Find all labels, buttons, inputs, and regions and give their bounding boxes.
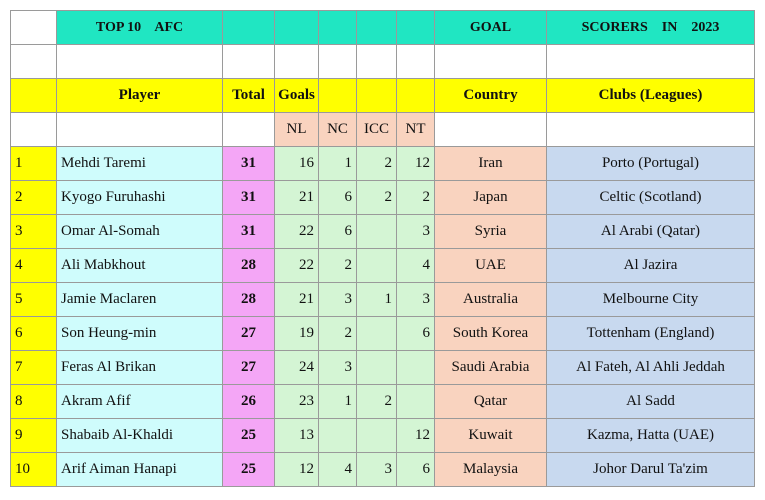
icc-goals-cell xyxy=(357,317,397,351)
nc-goals-cell: 2 xyxy=(319,249,357,283)
nl-goals-cell: 21 xyxy=(275,283,319,317)
header-empty-cell xyxy=(357,79,397,113)
player-name-cell: Mehdi Taremi xyxy=(57,147,223,181)
total-goals-cell: 26 xyxy=(223,385,275,419)
nl-goals-cell: 24 xyxy=(275,351,319,385)
club-cell: Tottenham (England) xyxy=(547,317,755,351)
nl-goals-cell: 13 xyxy=(275,419,319,453)
icc-goals-cell xyxy=(357,215,397,249)
country-cell: Kuwait xyxy=(435,419,547,453)
table-row xyxy=(11,419,755,453)
header-row xyxy=(11,79,755,113)
rank-cell: 4 xyxy=(11,249,57,283)
header-country: Country xyxy=(435,79,547,113)
empty-cell xyxy=(397,45,435,79)
subheader-nl: NL xyxy=(275,113,319,147)
club-cell: Al Jazira xyxy=(547,249,755,283)
nc-goals-cell: 3 xyxy=(319,351,357,385)
subheader-nt: NT xyxy=(397,113,435,147)
subheader-nc: NC xyxy=(319,113,357,147)
club-cell: Porto (Portugal) xyxy=(547,147,755,181)
icc-goals-cell: 2 xyxy=(357,147,397,181)
nt-goals-cell: 3 xyxy=(397,283,435,317)
header-empty-cell xyxy=(397,79,435,113)
icc-goals-cell: 3 xyxy=(357,453,397,487)
player-name-cell: Akram Afif xyxy=(57,385,223,419)
empty-cell xyxy=(11,45,57,79)
title-blank-cell xyxy=(11,11,57,45)
icc-goals-cell: 2 xyxy=(357,385,397,419)
club-cell: Melbourne City xyxy=(547,283,755,317)
icc-goals-cell: 1 xyxy=(357,283,397,317)
nc-goals-cell: 6 xyxy=(319,181,357,215)
title-part-2: GOAL xyxy=(435,11,547,45)
nt-goals-cell xyxy=(397,351,435,385)
nt-goals-cell: 12 xyxy=(397,419,435,453)
rank-cell: 6 xyxy=(11,317,57,351)
club-cell: Al Sadd xyxy=(547,385,755,419)
empty-cell xyxy=(435,45,547,79)
nc-goals-cell: 1 xyxy=(319,147,357,181)
nt-goals-cell: 3 xyxy=(397,215,435,249)
title-empty-cell xyxy=(357,11,397,45)
nc-goals-cell: 2 xyxy=(319,317,357,351)
country-cell: UAE xyxy=(435,249,547,283)
nl-goals-cell: 23 xyxy=(275,385,319,419)
total-goals-cell: 25 xyxy=(223,453,275,487)
player-name-cell: Omar Al-Somah xyxy=(57,215,223,249)
total-goals-cell: 27 xyxy=(223,351,275,385)
empty-cell xyxy=(319,45,357,79)
blank-row xyxy=(11,45,755,79)
nl-goals-cell: 21 xyxy=(275,181,319,215)
country-cell: Japan xyxy=(435,181,547,215)
total-goals-cell: 31 xyxy=(223,215,275,249)
table-row xyxy=(11,181,755,215)
nl-goals-cell: 22 xyxy=(275,249,319,283)
nl-goals-cell: 19 xyxy=(275,317,319,351)
total-goals-cell: 27 xyxy=(223,317,275,351)
icc-goals-cell: 2 xyxy=(357,181,397,215)
player-name-cell: Jamie Maclaren xyxy=(57,283,223,317)
rank-cell: 5 xyxy=(11,283,57,317)
title-empty-cell xyxy=(319,11,357,45)
club-cell: Johor Darul Ta'zim xyxy=(547,453,755,487)
country-cell: Saudi Arabia xyxy=(435,351,547,385)
nc-goals-cell: 3 xyxy=(319,283,357,317)
header-empty-cell xyxy=(319,79,357,113)
total-goals-cell: 31 xyxy=(223,147,275,181)
country-cell: Syria xyxy=(435,215,547,249)
nc-goals-cell: 1 xyxy=(319,385,357,419)
table-row xyxy=(11,351,755,385)
header-total: Total xyxy=(223,79,275,113)
rank-cell: 1 xyxy=(11,147,57,181)
empty-cell xyxy=(57,45,223,79)
club-cell: Kazma, Hatta (UAE) xyxy=(547,419,755,453)
nt-goals-cell: 4 xyxy=(397,249,435,283)
icc-goals-cell xyxy=(357,419,397,453)
player-name-cell: Ali Mabkhout xyxy=(57,249,223,283)
player-name-cell: Kyogo Furuhashi xyxy=(57,181,223,215)
empty-cell xyxy=(547,45,755,79)
club-cell: Al Arabi (Qatar) xyxy=(547,215,755,249)
header-empty-cell xyxy=(11,79,57,113)
subheader-empty-cell xyxy=(11,113,57,147)
nt-goals-cell: 12 xyxy=(397,147,435,181)
total-goals-cell: 28 xyxy=(223,283,275,317)
title-part-1: TOP 10 AFC xyxy=(57,11,223,45)
table-row xyxy=(11,453,755,487)
nl-goals-cell: 16 xyxy=(275,147,319,181)
header-player: Player xyxy=(57,79,223,113)
title-row xyxy=(11,11,755,45)
total-goals-cell: 31 xyxy=(223,181,275,215)
table-body xyxy=(11,11,755,487)
title-part-3: SCORERS IN 2023 xyxy=(547,11,755,45)
table-row xyxy=(11,215,755,249)
title-empty-cell xyxy=(397,11,435,45)
nt-goals-cell: 2 xyxy=(397,181,435,215)
rank-cell: 8 xyxy=(11,385,57,419)
rank-cell: 9 xyxy=(11,419,57,453)
player-name-cell: Son Heung-min xyxy=(57,317,223,351)
header-clubs: Clubs (Leagues) xyxy=(547,79,755,113)
nt-goals-cell: 6 xyxy=(397,453,435,487)
player-name-cell: Arif Aiman Hanapi xyxy=(57,453,223,487)
subheader-empty-cell xyxy=(547,113,755,147)
subheader-empty-cell xyxy=(223,113,275,147)
club-cell: Al Fateh, Al Ahli Jeddah xyxy=(547,351,755,385)
nc-goals-cell: 4 xyxy=(319,453,357,487)
subheader-empty-cell xyxy=(435,113,547,147)
total-goals-cell: 25 xyxy=(223,419,275,453)
subheader-icc: ICC xyxy=(357,113,397,147)
club-cell: Celtic (Scotland) xyxy=(547,181,755,215)
player-name-cell: Shabaib Al-Khaldi xyxy=(57,419,223,453)
country-cell: Australia xyxy=(435,283,547,317)
country-cell: South Korea xyxy=(435,317,547,351)
icc-goals-cell xyxy=(357,249,397,283)
player-name-cell: Feras Al Brikan xyxy=(57,351,223,385)
header-goals: Goals xyxy=(275,79,319,113)
empty-cell xyxy=(357,45,397,79)
table-row xyxy=(11,147,755,181)
nl-goals-cell: 22 xyxy=(275,215,319,249)
nt-goals-cell: 6 xyxy=(397,317,435,351)
icc-goals-cell xyxy=(357,351,397,385)
country-cell: Malaysia xyxy=(435,453,547,487)
nt-goals-cell xyxy=(397,385,435,419)
nc-goals-cell: 6 xyxy=(319,215,357,249)
subheader-empty-cell xyxy=(57,113,223,147)
title-empty-cell xyxy=(223,11,275,45)
empty-cell xyxy=(275,45,319,79)
rank-cell: 7 xyxy=(11,351,57,385)
rank-cell: 10 xyxy=(11,453,57,487)
table-row xyxy=(11,385,755,419)
rank-cell: 3 xyxy=(11,215,57,249)
nl-goals-cell: 12 xyxy=(275,453,319,487)
title-empty-cell xyxy=(275,11,319,45)
table-row xyxy=(11,317,755,351)
empty-cell xyxy=(223,45,275,79)
nc-goals-cell xyxy=(319,419,357,453)
goal-scorers-table xyxy=(10,10,755,487)
country-cell: Qatar xyxy=(435,385,547,419)
country-cell: Iran xyxy=(435,147,547,181)
table-row xyxy=(11,283,755,317)
table-row xyxy=(11,249,755,283)
subheader-row xyxy=(11,113,755,147)
rank-cell: 2 xyxy=(11,181,57,215)
total-goals-cell: 28 xyxy=(223,249,275,283)
